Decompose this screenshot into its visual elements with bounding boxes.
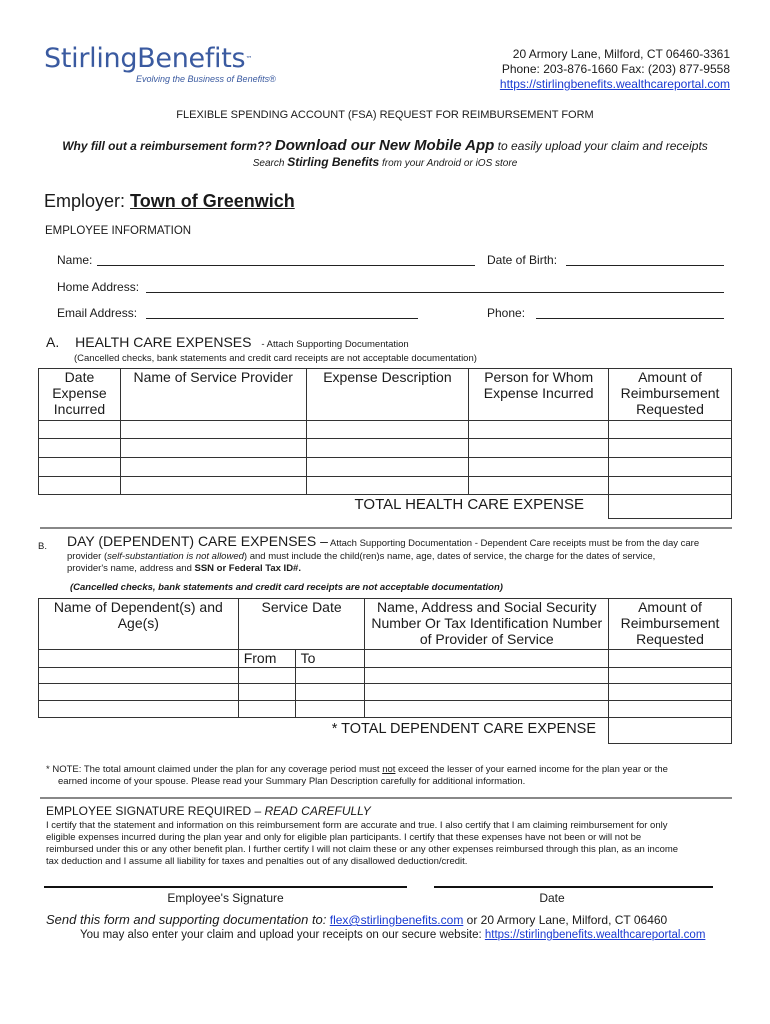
cert-line-3: reimbursed under this or any other benefit plan. I further certify I will not claim these or any other expenses reimbursed through this plan, as an income	[46, 844, 679, 855]
signature-date-field[interactable]	[434, 886, 713, 888]
contact-address: 20 Armory Lane, Milford, CT 06460-3361	[512, 47, 730, 61]
contact-phone-fax: Phone: 203-876-1660 Fax: (203) 877-9558	[501, 62, 730, 76]
table-row[interactable]	[39, 458, 732, 477]
phone-label: Phone:	[487, 306, 526, 320]
footer-also	[80, 929, 705, 941]
section-b-title: DAY (DEPENDENT) CARE EXPENSES –	[67, 533, 328, 549]
dependent-total-amount[interactable]	[609, 718, 732, 744]
logo-tm: ™	[245, 55, 253, 63]
employee-signature-label: Employee's Signature	[167, 891, 284, 905]
employer-label: Employer:	[44, 191, 126, 211]
signature-divider	[40, 797, 732, 799]
promo-search-line	[0, 155, 770, 169]
table-row[interactable]	[39, 668, 732, 684]
col-to: To	[295, 650, 365, 668]
footer-portal-link[interactable]: https://stirlingbenefits.wealthcareportal.com	[484, 929, 706, 941]
section-b-note: (Cancelled checks, bank statements and credit card receipts are not acceptable documentation)	[70, 582, 503, 593]
cert-line-4: tax deduction and I assume all liability for taxes and penalties out of any disallowed deduction/credit.	[46, 856, 468, 867]
date-label: Date	[539, 891, 565, 905]
signature-heading-text: EMPLOYEE SIGNATURE REQUIRED –	[46, 804, 265, 818]
section-b-line2	[67, 551, 730, 563]
promo-brand: Stirling Benefits	[287, 155, 380, 169]
table-row[interactable]	[39, 684, 732, 701]
footer-also-text: You may also enter your claim and upload your receipts on our secure website:	[80, 929, 482, 941]
employer-line	[44, 191, 295, 212]
signature-heading	[46, 804, 371, 818]
footer-address: or 20 Armory Lane, Milford, CT 06460	[466, 913, 668, 927]
section-b-attach: Attach Supporting Documentation - Dependent Care receipts must be from the day care	[330, 538, 700, 549]
dependent-total-label: * TOTAL DEPENDENT CARE EXPENSE	[331, 721, 597, 737]
health-total-amount[interactable]	[609, 495, 732, 519]
col-expense-description: Expense Description	[306, 369, 469, 421]
section-b-line2a: provider (	[67, 551, 108, 562]
note-line-2: earned income of your spouse. Please read your Summary Plan Description carefully for additional information.	[58, 776, 526, 787]
section-a-title: HEALTH CARE EXPENSES	[75, 334, 252, 350]
employee-signature-field[interactable]	[44, 886, 407, 888]
promo-search: Search	[252, 158, 285, 169]
health-care-table	[38, 368, 732, 519]
home-address-field[interactable]	[146, 292, 724, 293]
signature-heading-italic: READ CAREFULLY	[264, 804, 371, 818]
note-part-a: * NOTE: The total amount claimed under the plan for any coverage period must	[46, 764, 383, 775]
health-total-label: TOTAL HEALTH CARE EXPENSE	[354, 496, 585, 513]
promo-question: Why fill out a reimbursement form??	[62, 139, 272, 153]
logo-text: StirlingBenefits	[44, 43, 246, 74]
email-field[interactable]	[146, 318, 418, 319]
section-divider	[40, 527, 732, 529]
income-note	[46, 764, 736, 776]
form-title: FLEXIBLE SPENDING ACCOUNT (FSA) REQUEST FOR REIMBURSEMENT FORM	[176, 109, 594, 121]
table-row[interactable]	[39, 701, 732, 718]
section-a-header	[46, 334, 409, 350]
table-row[interactable]	[39, 439, 732, 458]
table-row[interactable]	[39, 421, 732, 439]
health-total-row	[39, 495, 732, 519]
section-b-line3b: SSN or Federal Tax ID#.	[194, 563, 301, 574]
dependent-total-row	[39, 718, 732, 744]
certification-text	[46, 820, 736, 868]
footer-send-text: Send this form and supporting documentation to:	[46, 912, 327, 927]
dob-field[interactable]	[566, 265, 724, 266]
logo-tagline: Evolving the Business of Benefits®	[136, 74, 276, 84]
employer-name: Town of Greenwich	[130, 191, 295, 211]
promo-rest: to easily upload your claim and receipts	[497, 139, 708, 153]
col-dependent-name-age: Name of Dependent(s) and Age(s)	[39, 599, 239, 650]
note-part-b: exceed the lesser of your earned income for the plan year or the	[395, 764, 668, 775]
dob-label: Date of Birth:	[487, 253, 558, 267]
dependent-care-table	[38, 598, 732, 744]
col-provider-info: Name, Address and Social Security Number Or Tax Identification Number of Provider of Service	[365, 599, 609, 650]
promo-store: from your Android or iOS store	[382, 158, 518, 169]
section-b-text	[67, 535, 730, 550]
employee-info-heading: EMPLOYEE INFORMATION	[45, 225, 192, 237]
section-a-letter: A.	[46, 334, 60, 350]
name-label: Name:	[57, 253, 93, 267]
cert-line-2: eligible expenses incurred during the plan year and only for eligible plan participants. I certify that these expenses have not been or will not be	[46, 832, 642, 843]
service-date-subheader	[39, 650, 732, 668]
col-from: From	[238, 650, 295, 668]
phone-field[interactable]	[536, 318, 724, 319]
col-amount-requested: Amount of Reimbursement Requested	[609, 369, 732, 421]
cert-line-1: I certify that the statement and information on this reimbursement form are accurate and true. I also certify that I am claiming reimbursement for only	[46, 820, 668, 831]
promo-download: Download our New Mobile App	[274, 137, 495, 154]
section-a-attach: - Attach Supporting Documentation	[261, 339, 409, 350]
table-row[interactable]	[39, 477, 732, 495]
col-person-for-whom: Person for Whom Expense Incurred	[469, 369, 609, 421]
email-label: Email Address:	[57, 306, 138, 320]
health-table-header	[39, 369, 732, 421]
home-address-label: Home Address:	[57, 280, 140, 294]
portal-link[interactable]: https://stirlingbenefits.wealthcareportal.com	[499, 77, 730, 91]
section-a-note: (Cancelled checks, bank statements and credit card receipts are not acceptable documentation)	[74, 353, 477, 364]
contact-block	[500, 47, 730, 92]
section-b-letter: B.	[38, 541, 47, 552]
footer-send	[46, 912, 667, 927]
col-service-provider: Name of Service Provider	[120, 369, 306, 421]
section-b-line3	[67, 563, 301, 575]
name-field[interactable]	[97, 265, 475, 266]
note-not: not	[382, 764, 396, 775]
section-b-line3a: provider's name, address and	[67, 563, 195, 574]
section-b-line2b: self-substantiation is not allowed	[107, 551, 244, 562]
col-dependent-amount: Amount of Reimbursement Requested	[609, 599, 732, 650]
footer-email-link[interactable]: flex@stirlingbenefits.com	[329, 913, 464, 927]
section-b-line2c: ) and must include the child(ren)s name, age, dates of service, the charge for the dates of service,	[243, 551, 656, 562]
company-logo	[44, 43, 276, 84]
dependent-table-header	[39, 599, 732, 650]
col-service-date: Service Date	[238, 599, 365, 650]
promo-line	[0, 137, 770, 154]
col-date-expense: Date Expense Incurred	[39, 369, 121, 421]
